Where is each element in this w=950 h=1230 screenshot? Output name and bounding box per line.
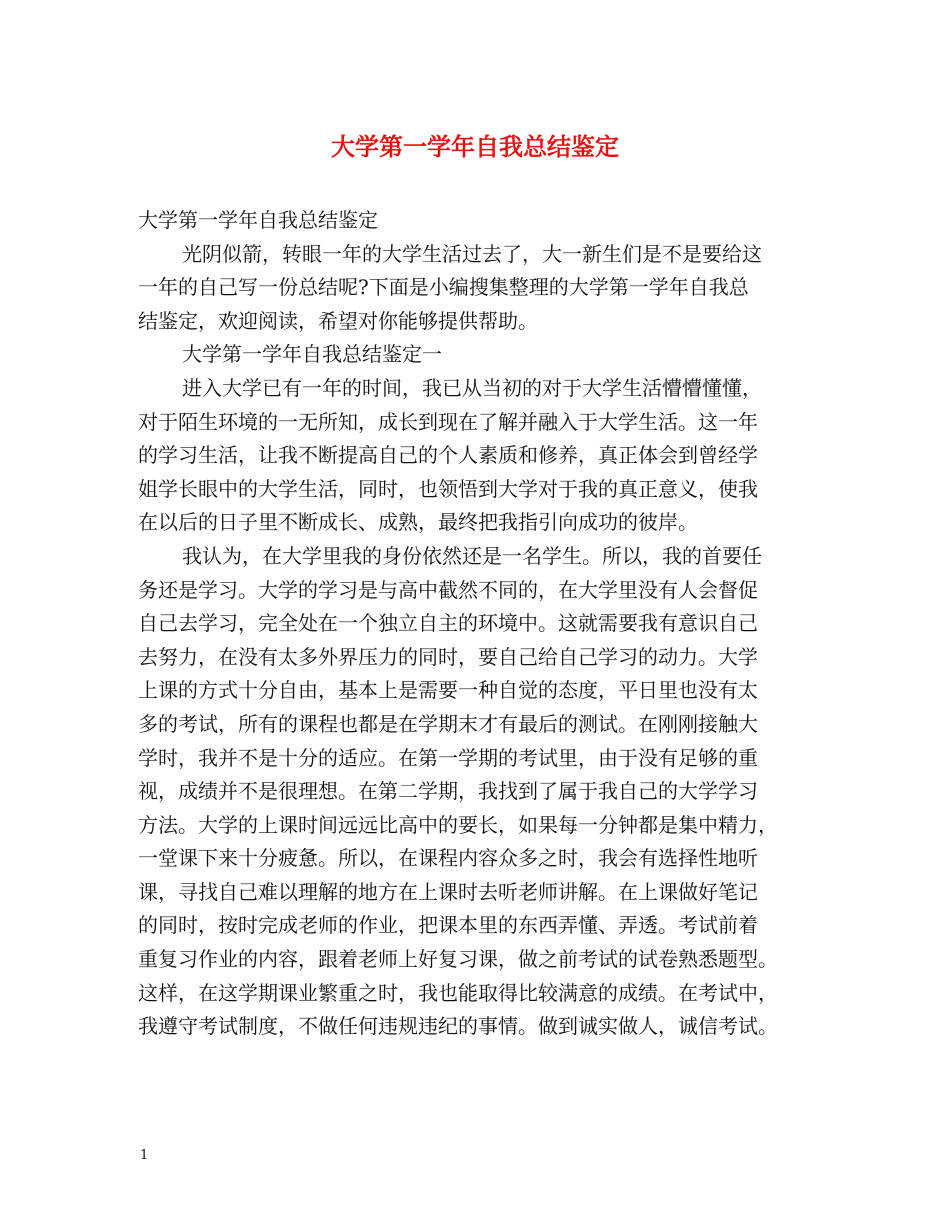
body-line: 进入大学已有一年的时间，我已从当初的对于大学生活懵懵懂懂， <box>182 375 762 400</box>
body-line: 一年的自己写一份总结呢?下面是小编搜集整理的大学第一学年自我总 <box>138 275 749 300</box>
body-line: 方法。大学的上课时间远远比高中的要长，如果每一分钟都是集中精力， <box>138 812 778 837</box>
body-line-subtitle: 大学第一学年自我总结鉴定 <box>138 208 378 232</box>
body-line: 自己去学习，完全处在一个独立自主的环境中。这就需要我有意识自己 <box>138 611 758 636</box>
page-number: 1 <box>140 1148 149 1163</box>
body-line: 我认为，在大学里我的身份依然还是一名学生。所以，我的首要任 <box>182 543 762 568</box>
body-line: 这样，在这学期课业繁重之时，我也能取得比较满意的成绩。在考试中， <box>138 980 778 1005</box>
body-line: 上课的方式十分自由，基本上是需要一种自觉的态度，平日里也没有太 <box>138 678 758 703</box>
body-line: 务还是学习。大学的学习是与高中截然不同的，在大学里没有人会督促 <box>138 577 758 602</box>
body-line: 重复习作业的内容，跟着老师上好复习课，做之前考试的试卷熟悉题型。 <box>138 947 778 972</box>
body-line: 视，成绩并不是很理想。在第二学期，我找到了属于我自己的大学学习 <box>138 779 758 804</box>
body-line: 去努力，在没有太多外界压力的同时，要自己给自己学习的动力。大学 <box>138 644 758 669</box>
body-line: 结鉴定，欢迎阅读，希望对你能够提供帮助。 <box>138 308 538 333</box>
document-title: 大学第一学年自我总结鉴定 <box>331 132 619 161</box>
body-line: 课，寻找自己难以理解的地方在上课时去听老师讲解。在上课做好笔记 <box>138 879 758 904</box>
body-line: 一堂课下来十分疲惫。所以，在课程内容众多之时，我会有选择性地听 <box>138 846 758 871</box>
body-line: 的学习生活，让我不断提高自己的个人素质和修养，真正体会到曾经学 <box>138 443 758 468</box>
body-line: 多的考试，所有的课程也都是在学期末才有最后的测试。在刚刚接触大 <box>138 711 758 736</box>
body-line: 姐学长眼中的大学生活，同时，也领悟到大学对于我的真正意义，使我 <box>138 476 758 501</box>
body-line: 对于陌生环境的一无所知，成长到现在了解并融入于大学生活。这一年 <box>138 409 758 434</box>
section-heading: 大学第一学年自我总结鉴定一 <box>182 342 442 367</box>
document-body <box>138 204 828 1044</box>
body-line: 光阴似箭，转眼一年的大学生活过去了，大一新生们是不是要给这 <box>182 241 762 266</box>
body-line: 在以后的日子里不断成长、成熟，最终把我指引向成功的彼岸。 <box>138 510 698 535</box>
body-line: 学时，我并不是十分的适应。在第一学期的考试里，由于没有足够的重 <box>138 745 758 770</box>
body-line: 的同时，按时完成老师的作业，把课本里的东西弄懂、弄透。考试前着 <box>138 913 758 938</box>
body-line: 我遵守考试制度，不做任何违规违纪的事情。做到诚实做人，诚信考试。 <box>138 1014 778 1039</box>
